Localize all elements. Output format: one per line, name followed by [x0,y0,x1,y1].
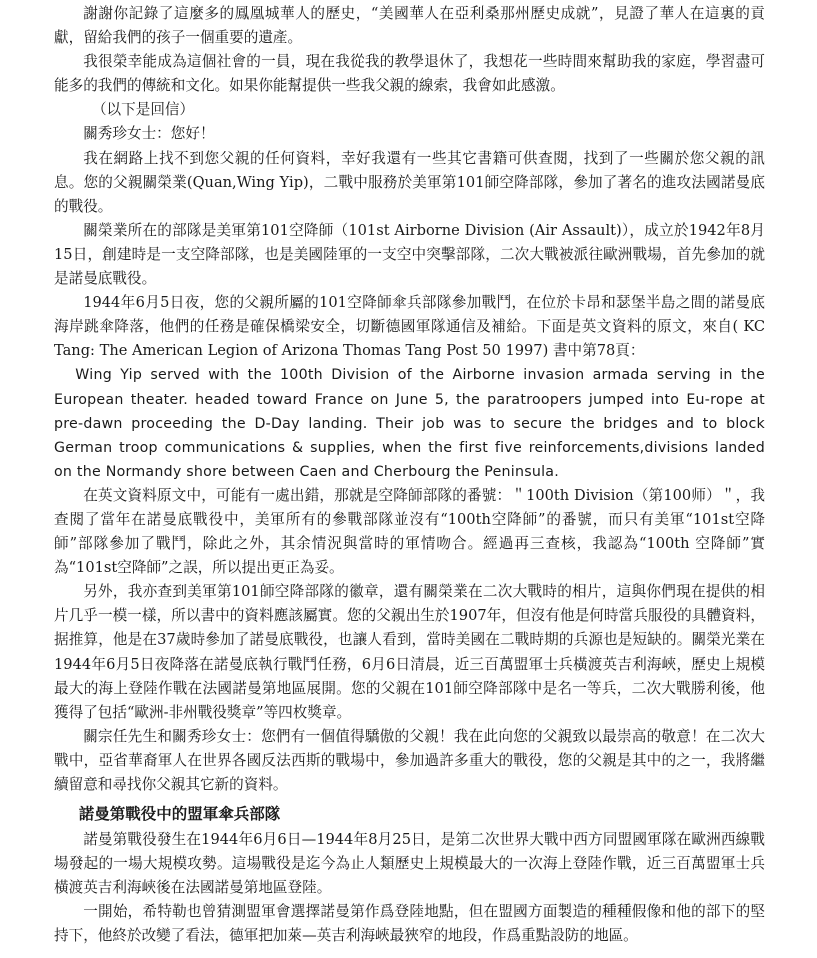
letter-paragraph-thanks: 謝謝你記錄了這麼多的鳳凰城華人的歷史，“美國華人在亞利桑那州歷史成就”，見證了華人在這裏的貢獻，留給我們的孩子一個重要的遺產。 [54,5,765,47]
section-paragraph-overview: 諾曼第戰役發生在1944年6月6日—1944年8月25日，是第二次世界大戰中西方同盟國軍隊在歐洲西線戰場發起的一場大規模攻勢。這場戰役是迄今為止人類歷史上規模最大的一次海上登陸作戰，近三百萬盟軍士兵橫渡英吉利海峽後在法國諾曼第地區登陸。 [54,831,765,897]
reply-paragraph-insignia: 另外，我亦查到美軍第101師空降部隊的徽章，還有關榮業在二次大戰時的相片，這與你們現在提供的相片几乎一模一樣，所以書中的資料應該屬實。您的父親出生於1907年，但沒有他是何時當兵服役的具體資料，据推算，他是在37歲時參加了諾曼底戰役，也讓人看到，當時美國在二戰時期的兵源也是短缺的。關榮光業在1944年6月5日夜降落在諾曼底執行戰鬥任務，6月6日清晨，近三百萬盟軍士兵橫渡英吉利海峽，歷史上規模最大的海上登陸作戰在法國諾曼第地區展開。您的父親在101師空降部隊中是名一等兵，二次大戰勝利後，他獲得了包括“歐洲-非州戰役獎章”等四枚獎章。 [54,583,765,721]
reply-paragraph-correction: 在英文資料原文中，可能有一處出錯，那就是空降師部隊的番號：＂100th Division（第100师）＂，我查閱了當年在諾曼底戰役中，美軍所有的參戰部隊並沒有“100th空降師”的番號，而只有美軍“101st空降師”部隊參加了戰鬥，除此之外，其余情況與當時的軍情吻合。經過再三查核，我認為“100th 空降師”實為“101st空降師”之誤，所以提出更正為妥。 [54,486,765,577]
section-paragraph-hitler: 一開始，希特勒也曾猜測盟軍會選擇諾曼第作爲登陸地點，但在盟國方面製造的種種假像和他的部下的堅持下，他終於改變了看法，德軍把加萊—英吉利海峽最狹窄的地段，作爲重點設防的地區。 [54,903,765,945]
reply-paragraph-closing: 關宗任先生和關秀珍女士：您們有一個值得驕傲的父親！我在此向您的父親致以最崇高的敬意！在二次大戰中，亞省華裔軍人在世界各國反法西斯的戰場中，參加過許多重大的戰役，您的父親是其中的之一，我將繼續留意和尋找你父親其它新的資料。 [54,727,765,793]
section-heading: 諾曼第戰役中的盟軍傘兵部隊 [78,805,281,824]
english-quote: Wing Yip served with the 100th Division of the Airborne invasion armada serving in the European theater. headed toward France on June 5, the paratroopers jumped into Eu-rope at pre-dawn proceeding the D-Day landing. Their job was to secure the bridges and to block German troop communications & supplies, when the first five reinforcements,divisions landed on the Normandy shore between Caen and Cherbourg the Peninsula. [54,367,765,480]
reply-paragraph-findings: 我在網路上找不到您父親的任何資料，幸好我還有一些其它書籍可供查閱，找到了一些關於您父親的訊息。您的父親關榮業(Quan,Wing Yip)，二戰中服務於美軍第101師空降部隊，參加了著名的進攻法國諾曼底的戰役。 [54,149,765,215]
letter-paragraph-request: 我很榮幸能成為這個社會的一員，現在我從我的教學退休了，我想花一些時間來幫助我的家庭，學習盡可能多的我們的傳統和文化。如果你能幫提供一些我父親的線索，我會如此感激。 [54,53,765,95]
reply-paragraph-division: 關榮業所在的部隊是美軍第101空降師（101st Airborne Division (Air Assault)），成立於1942年8月15日，創建時是一支空降部隊，也是美國陸軍的一支空中突擊部隊，二次大戰被派往歐洲戰場，首先參加的就是諾曼底戰役。 [54,221,765,288]
reply-paragraph-june-1944: 1944年6月5日夜，您的父親所屬的101空降師傘兵部隊參加戰鬥，在位於卡昂和瑟堡半島之間的諾曼底海岸跳傘降落，他們的任務是確保橋梁安全，切斷德國軍隊通信及補給。下面是英文資料的原文，來自( KC Tang: The American Legion of Arizona Thomas Tang Post 50 1997) 書中第78頁： [54,294,765,360]
reply-salutation: 關秀珍女士：您好！ [83,125,215,143]
reply-note: （以下是回信） [91,101,195,119]
